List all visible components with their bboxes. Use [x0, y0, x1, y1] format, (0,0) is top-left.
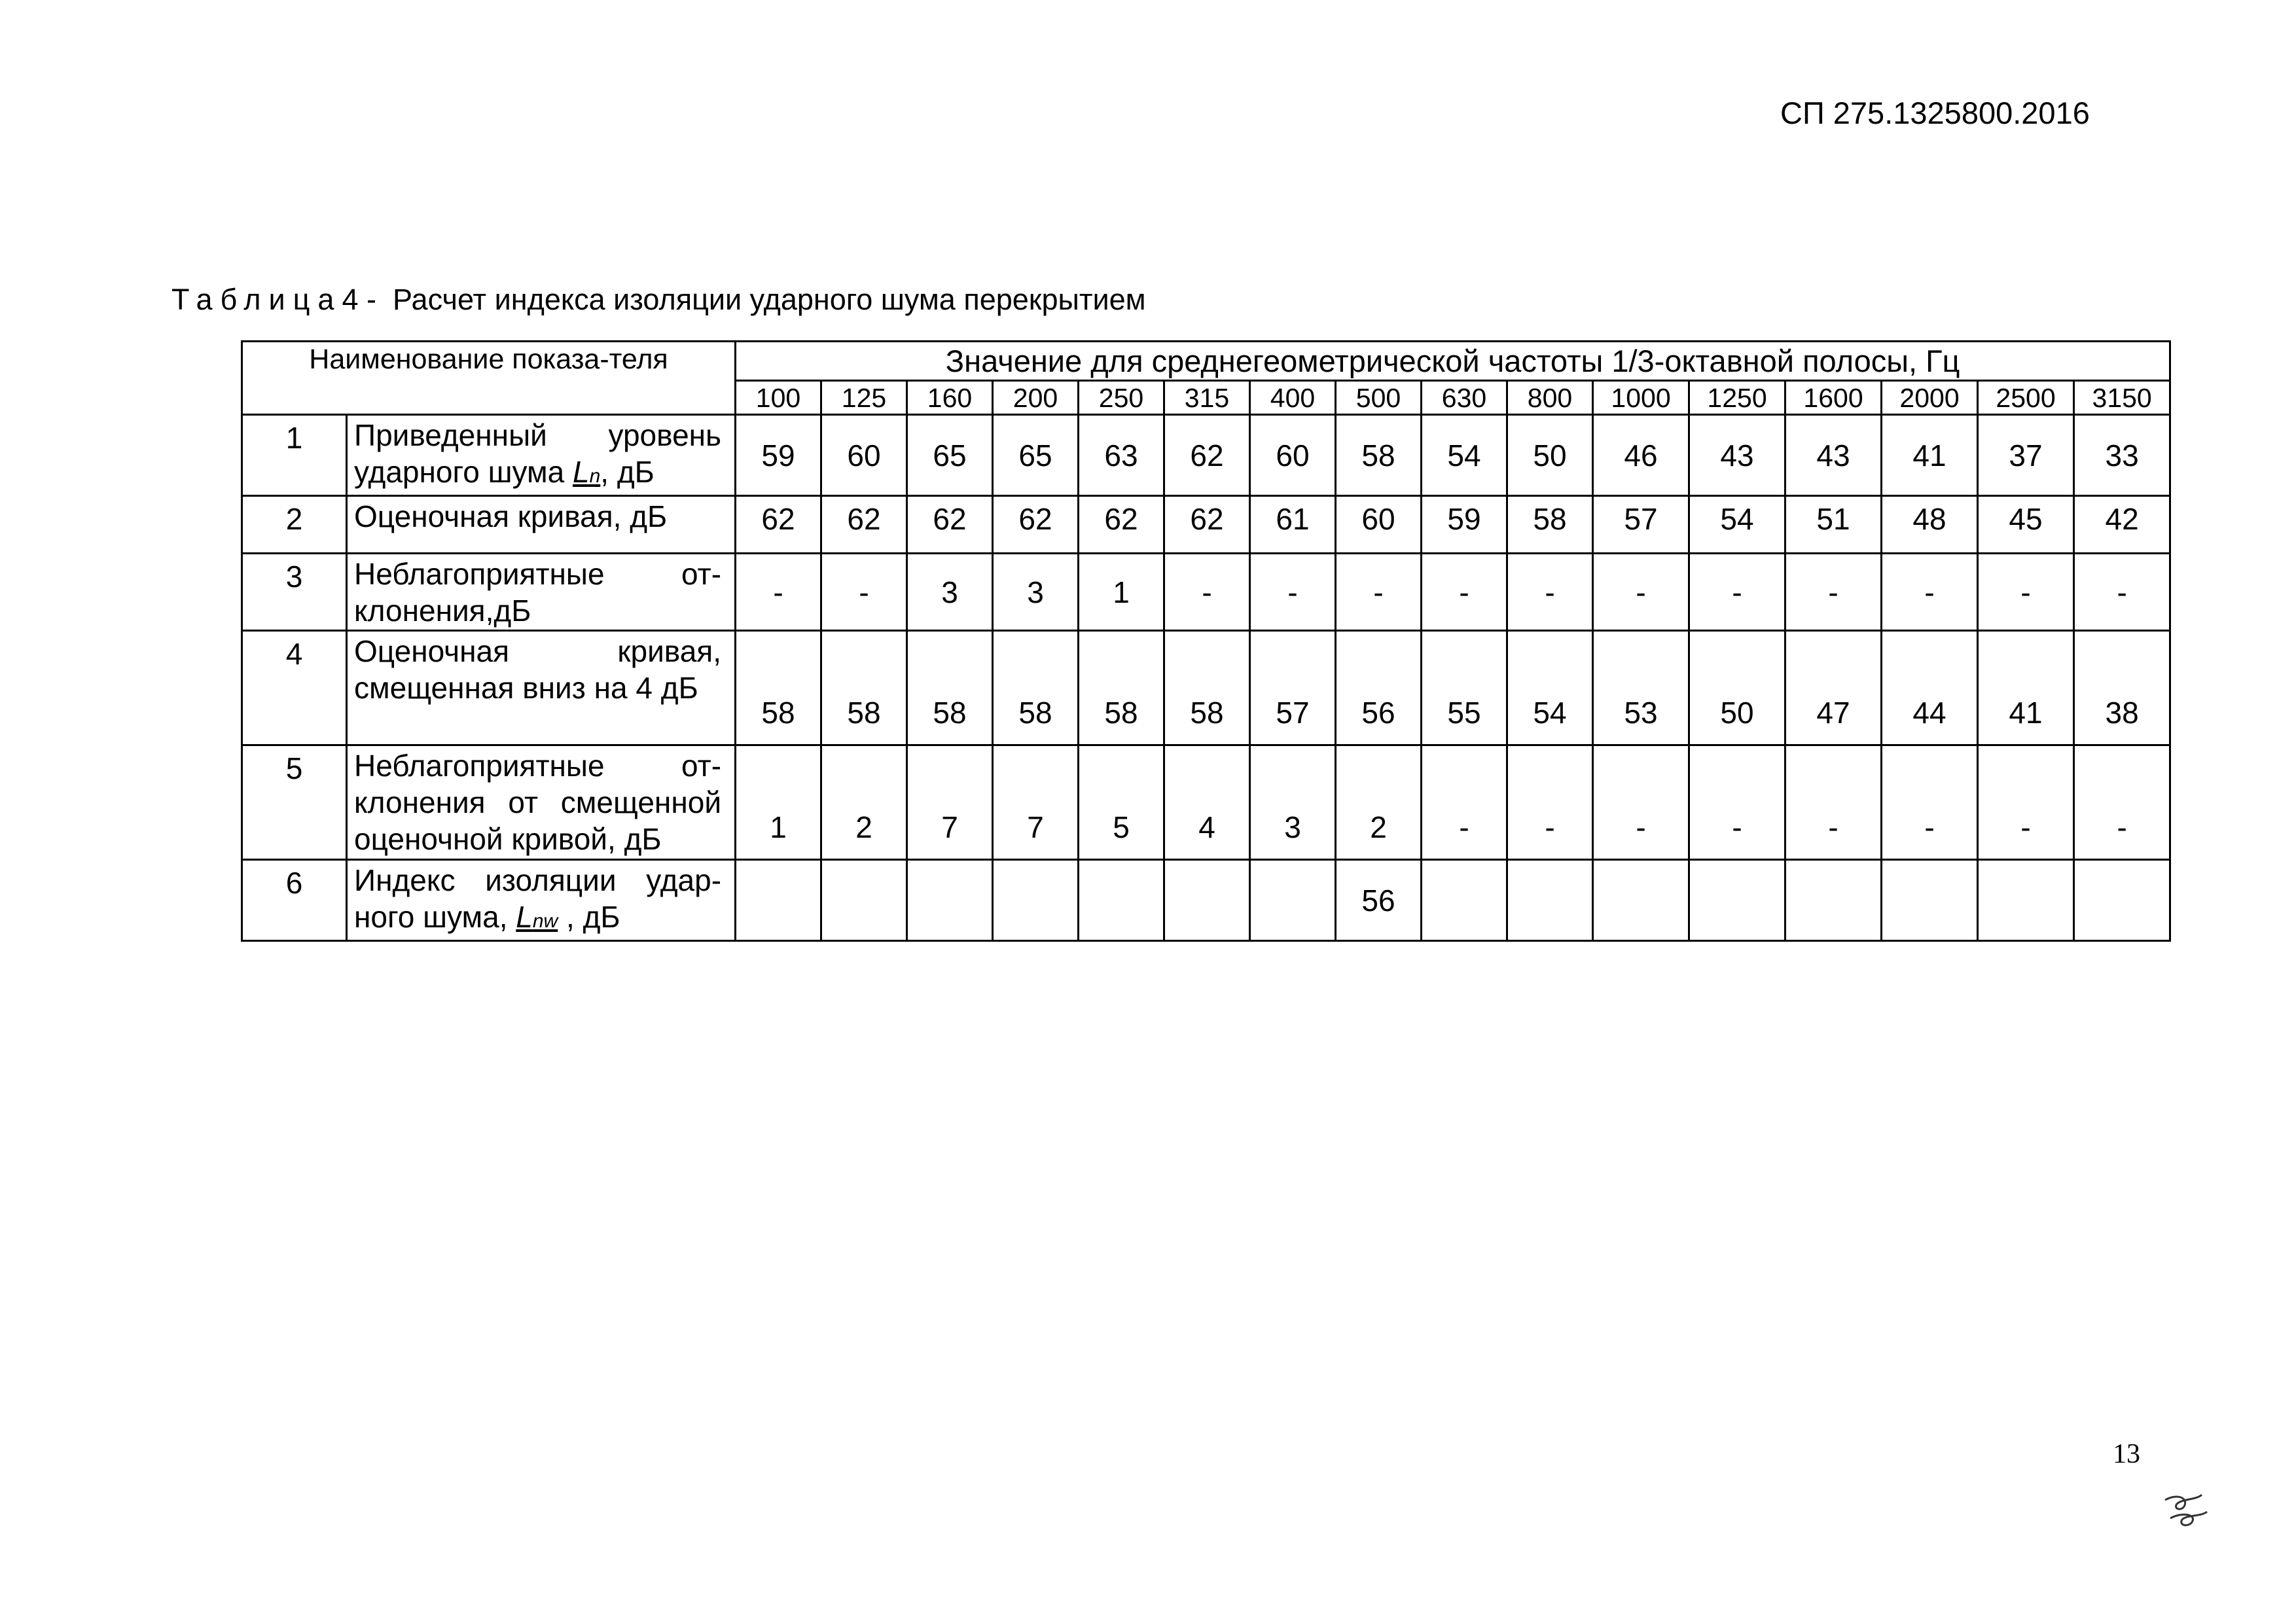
insulation-table [241, 340, 2171, 942]
value-cell: 48 [1882, 496, 1978, 554]
value-cell: - [2074, 745, 2170, 860]
value-cell: 2 [1336, 745, 1422, 860]
value-cell: 56 [1336, 631, 1422, 745]
value-cell: 58 [1164, 631, 1250, 745]
value-cell [1882, 860, 1978, 941]
value-cell [1689, 860, 1785, 941]
row-label-unit: , дБ [600, 455, 655, 489]
value-cell [1978, 860, 2074, 941]
value-cell: 58 [993, 631, 1079, 745]
value-cell: 63 [1079, 415, 1164, 496]
table-caption [171, 283, 1146, 317]
row-number: 5 [242, 745, 347, 860]
value-cell: 58 [821, 631, 907, 745]
value-cell: - [1336, 554, 1422, 631]
frequency-header: 1000 [1593, 381, 1689, 415]
row-label-unit: , дБ [558, 900, 620, 934]
frequency-header: 400 [1250, 381, 1336, 415]
value-cell [907, 860, 993, 941]
frequency-header: 2000 [1882, 381, 1978, 415]
value-cell [1507, 860, 1593, 941]
value-cell: 65 [993, 415, 1079, 496]
caption-number: 4 [342, 283, 359, 316]
frequency-header: 100 [736, 381, 821, 415]
value-cell [1785, 860, 1882, 941]
value-cell: 58 [736, 631, 821, 745]
frequency-header: 800 [1507, 381, 1593, 415]
table-row [242, 860, 2170, 941]
value-cell: - [1507, 745, 1593, 860]
label-subscript: nw [532, 910, 558, 932]
value-cell: - [1785, 554, 1882, 631]
row-number: 2 [242, 496, 347, 554]
name-header: Наименование показа-теля [242, 342, 736, 415]
value-cell: 46 [1593, 415, 1689, 496]
frequency-group-header: Значение для среднегеометрической частоты 1/3-октавной полосы, Гц [736, 342, 2170, 381]
frequency-header: 2500 [1978, 381, 2074, 415]
value-cell: 5 [1079, 745, 1164, 860]
value-cell: 58 [1336, 415, 1422, 496]
value-cell: 62 [907, 496, 993, 554]
value-cell: - [1593, 745, 1689, 860]
row-label-text: Приведенный уровень ударного шума [354, 418, 722, 489]
value-cell: 54 [1689, 496, 1785, 554]
value-cell: 42 [2074, 496, 2170, 554]
value-cell: 43 [1689, 415, 1785, 496]
value-cell: 37 [1978, 415, 2074, 496]
value-cell: 51 [1785, 496, 1882, 554]
caption-prefix: Таблица [171, 283, 342, 316]
value-cell: 55 [1422, 631, 1507, 745]
value-cell: - [1882, 745, 1978, 860]
row-label: Неблагоприятные от-клонения от смещенной оценочной кривой, дБ [347, 745, 736, 860]
value-cell: 58 [1079, 631, 1164, 745]
value-cell [1593, 860, 1689, 941]
value-cell: 3 [1250, 745, 1336, 860]
value-cell [1164, 860, 1250, 941]
value-cell: - [1785, 745, 1882, 860]
value-cell: 59 [736, 415, 821, 496]
value-cell: 33 [2074, 415, 2170, 496]
caption-separator: - [367, 283, 376, 316]
row-label: Оценочная кривая, смещенная вниз на 4 дБ [347, 631, 736, 745]
value-cell: 53 [1593, 631, 1689, 745]
value-cell [736, 860, 821, 941]
value-cell: 38 [2074, 631, 2170, 745]
value-cell [2074, 860, 2170, 941]
header-row [242, 342, 2170, 381]
value-cell: 1 [736, 745, 821, 860]
value-cell: 2 [821, 745, 907, 860]
value-cell: 62 [821, 496, 907, 554]
value-cell: 3 [907, 554, 993, 631]
page-number: 13 [2113, 1439, 2140, 1469]
value-cell: - [1882, 554, 1978, 631]
value-cell: - [821, 554, 907, 631]
value-cell: 62 [1164, 496, 1250, 554]
value-cell: 59 [1422, 496, 1507, 554]
value-cell: 41 [1978, 631, 2074, 745]
row-label [347, 415, 736, 496]
table-row [242, 745, 2170, 860]
value-cell: 45 [1978, 496, 2074, 554]
value-cell: 7 [907, 745, 993, 860]
frequency-header: 160 [907, 381, 993, 415]
value-cell [1422, 860, 1507, 941]
table-row [242, 415, 2170, 496]
value-cell: - [2074, 554, 2170, 631]
value-cell: 7 [993, 745, 1079, 860]
value-cell [1079, 860, 1164, 941]
value-cell: - [1978, 745, 2074, 860]
frequency-header: 250 [1079, 381, 1164, 415]
caption-title: Расчет индекса изоляции ударного шума перекрытием [393, 283, 1146, 316]
value-cell [821, 860, 907, 941]
frequency-header: 1250 [1689, 381, 1785, 415]
value-cell: 50 [1507, 415, 1593, 496]
value-cell: 57 [1593, 496, 1689, 554]
table-row [242, 554, 2170, 631]
value-cell: 3 [993, 554, 1079, 631]
value-cell: 4 [1164, 745, 1250, 860]
value-cell: - [736, 554, 821, 631]
frequency-header: 200 [993, 381, 1079, 415]
value-cell: 54 [1422, 415, 1507, 496]
value-cell: 1 [1079, 554, 1164, 631]
row-label [347, 860, 736, 941]
value-cell: 56 [1336, 860, 1422, 941]
value-cell: 62 [1079, 496, 1164, 554]
value-cell: - [1978, 554, 2074, 631]
value-cell: 62 [1164, 415, 1250, 496]
label-subscript: n [589, 465, 601, 487]
document-code: СП 275.1325800.2016 [1780, 96, 2090, 130]
frequency-header: 3150 [2074, 381, 2170, 415]
table-row [242, 496, 2170, 554]
value-cell: 50 [1689, 631, 1785, 745]
label-symbol: Lnw [516, 900, 558, 934]
frequency-header: 500 [1336, 381, 1422, 415]
handwritten-sheet-number [2159, 1480, 2214, 1535]
value-cell: 60 [1336, 496, 1422, 554]
value-cell [993, 860, 1079, 941]
label-symbol: Ln [572, 455, 601, 489]
row-number: 4 [242, 631, 347, 745]
value-cell: 62 [736, 496, 821, 554]
value-cell: 58 [907, 631, 993, 745]
value-cell: 41 [1882, 415, 1978, 496]
row-label-text: Индекс изоляции удар-ного шума, [354, 863, 722, 934]
row-number: 3 [242, 554, 347, 631]
frequency-header: 630 [1422, 381, 1507, 415]
value-cell: - [1507, 554, 1593, 631]
value-cell: 65 [907, 415, 993, 496]
row-label: Неблагоприятные от-клонения,дБ [347, 554, 736, 631]
row-label: Оценочная кривая, дБ [347, 496, 736, 554]
value-cell [1250, 860, 1336, 941]
value-cell: 54 [1507, 631, 1593, 745]
value-cell: - [1422, 745, 1507, 860]
frequency-header: 1600 [1785, 381, 1882, 415]
value-cell: 43 [1785, 415, 1882, 496]
value-cell: 47 [1785, 631, 1882, 745]
table-row [242, 631, 2170, 745]
value-cell: 58 [1507, 496, 1593, 554]
row-number: 1 [242, 415, 347, 496]
row-number: 6 [242, 860, 347, 941]
frequency-header: 125 [821, 381, 907, 415]
value-cell: - [1164, 554, 1250, 631]
value-cell: 61 [1250, 496, 1336, 554]
value-cell: 44 [1882, 631, 1978, 745]
value-cell: 60 [1250, 415, 1336, 496]
value-cell: - [1250, 554, 1336, 631]
value-cell: 57 [1250, 631, 1336, 745]
value-cell: - [1593, 554, 1689, 631]
value-cell: - [1422, 554, 1507, 631]
value-cell: - [1689, 745, 1785, 860]
value-cell: 60 [821, 415, 907, 496]
value-cell: 62 [993, 496, 1079, 554]
value-cell: - [1689, 554, 1785, 631]
frequency-header: 315 [1164, 381, 1250, 415]
